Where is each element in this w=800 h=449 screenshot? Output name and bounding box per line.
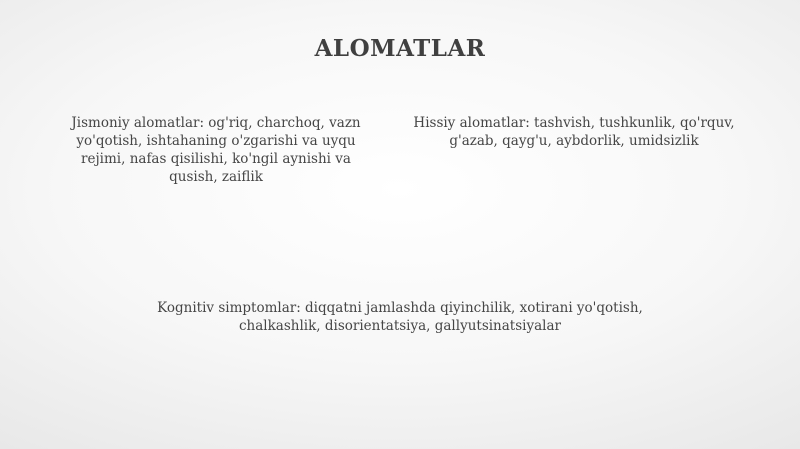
emotional-symptoms-text: Hissiy alomatlar: tashvish, tushkunlik, qo'rquv, g'azab, qayg'u, aybdorlik, umidsizlik (413, 115, 735, 149)
cognitive-symptoms-text: Kognitiv simptomlar: diqqatni jamlashda qiyinchilik, xotirani yo'qotish, chalkashlik, disorientatsiya, gallyutsinatsiyalar (157, 300, 643, 334)
slide-title: ALOMATLAR (314, 35, 486, 62)
physical-symptoms-text: Jismoniy alomatlar: og'riq, charchoq, vazn yo'qotish, ishtahaning o'zgarishi va uyqu rejimi, nafas qisilishi, ko'ngil aynishi va qusish, zaiflik (71, 115, 361, 185)
